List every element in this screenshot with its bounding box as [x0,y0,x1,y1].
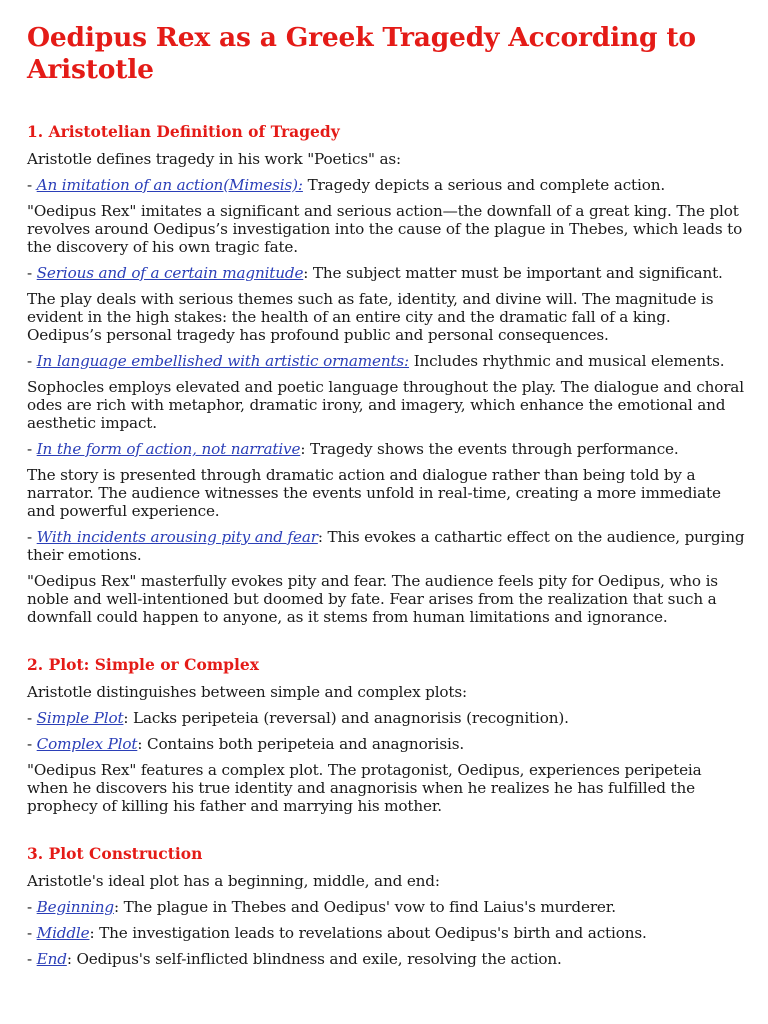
explanation-paragraph: The play deals with serious themes such as fate, identity, and divine will. The magnitude is evident in the high stakes: the health of an entire city and the dramatic fall of a king. Oedipus’s personal tragedy has profound public and personal consequences. [27,290,714,344]
section-heading: 1. Aristotelian Definition of Tragedy [27,122,340,141]
term-link[interactable]: In language embellished with artistic ornaments: [36,352,410,370]
plot-part-item: - Beginning: The plague in Thebes and Oedipus' vow to find Laius's murderer. [27,898,616,916]
plot-type-item: - Simple Plot: Lacks peripeteia (reversal) and anagnorisis (recognition). [27,709,569,727]
term-link[interactable]: An imitation of an action(Mimesis): [36,176,303,194]
section-intro: Aristotle defines tragedy in his work "Poetics" as: [27,150,402,168]
plot-part-item: - End: Oedipus's self-inflicted blindness and exile, resolving the action. [27,950,562,968]
explanation-paragraph: "Oedipus Rex" imitates a significant and serious action—the downfall of a great king. The plot revolves around Oedipus’s investigation into the cause of the plague in Thebes, which leads to the discovery of his own tragic fate. [27,202,743,256]
term-link[interactable]: In the form of action, not narrative [36,440,301,458]
section-intro: Aristotle distinguishes between simple and complex plots: [27,683,467,701]
definition-item: - In the form of action, not narrative: Tragedy shows the events through performance. [27,440,679,458]
plot-part-item: - Middle: The investigation leads to revelations about Oedipus's birth and actions. [27,924,647,942]
explanation-paragraph: "Oedipus Rex" masterfully evokes pity and fear. The audience feels pity for Oedipus, who is noble and well-intentioned but doomed by fate. Fear arises from the realization that such a downfall could happen to anyone, as it stems from human limitations and ignorance. [27,572,718,626]
term-link[interactable]: Simple Plot [36,709,124,727]
definition-item: - Serious and of a certain magnitude: The subject matter must be important and significant. [27,264,723,282]
definition-item: - With incidents arousing pity and fear: This evokes a cathartic effect on the audience, purging their emotions. [27,528,745,564]
page-title: Oedipus Rex as a Greek Tragedy According to Aristotle [27,22,696,85]
explanation-paragraph: The story is presented through dramatic action and dialogue rather than being told by a narrator. The audience witnesses the events unfold in real-time, creating a more immediate and powerful experience. [27,466,721,520]
term-link[interactable]: Beginning [36,898,114,916]
explanation-paragraph: Sophocles employs elevated and poetic language throughout the play. The dialogue and choral odes are rich with metaphor, dramatic irony, and imagery, which enhance the emotional and aesthetic impact. [27,378,744,432]
definition-item: - In language embellished with artistic ornaments: Includes rhythmic and musical elements. [27,352,725,370]
term-link[interactable]: Complex Plot [36,735,138,753]
document-page [27,22,747,968]
section-intro: Aristotle's ideal plot has a beginning, middle, and end: [27,872,440,890]
section-heading: 3. Plot Construction [27,844,203,863]
term-link[interactable]: End [36,950,67,968]
term-link[interactable]: Middle [36,924,90,942]
plot-type-item: - Complex Plot: Contains both peripeteia and anagnorisis. [27,735,465,753]
section-heading: 2. Plot: Simple or Complex [27,655,260,674]
term-link[interactable]: With incidents arousing pity and fear [36,528,318,546]
definition-item: - An imitation of an action(Mimesis): Tragedy depicts a serious and complete action. [27,176,666,194]
explanation-paragraph: "Oedipus Rex" features a complex plot. The protagonist, Oedipus, experiences peripeteia when he discovers his true identity and anagnorisis when he realizes he has fulfilled the prophecy of killing his father and marrying his mother. [27,761,702,815]
term-link[interactable]: Serious and of a certain magnitude [36,264,304,282]
